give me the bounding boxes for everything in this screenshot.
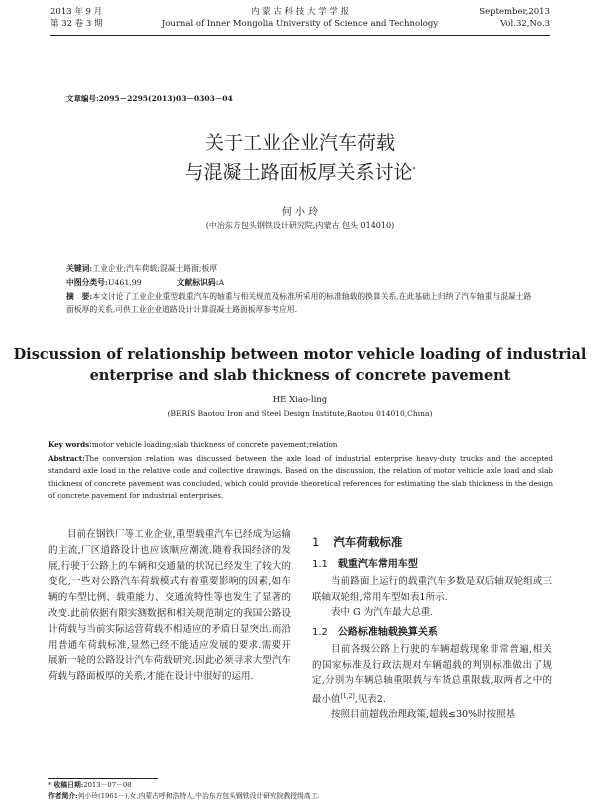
section-1-2-text-a: 目前各级公路上行驶的车辆超载现象非常普遍,相关的国家标准及行政法规对车辆超载的判别标准做出了规定,分别为车辆总轴重限载与车货总重限载,取两者之中的最小值: [312, 644, 552, 705]
keywords-en-label: Key words:: [48, 440, 92, 449]
title-en-line2: enterprise and slab thickness of concrete pavement: [89, 367, 511, 384]
header-volume-en: Vol.32,No.3: [500, 19, 550, 29]
section-1-2-heading: [312, 625, 552, 641]
section-1-2-number: 1.2: [312, 626, 328, 638]
body-right-column: [312, 535, 552, 723]
affiliation-zh: (中冶东方包头钢铁设计研究院,内蒙古 包头 014010): [205, 221, 395, 230]
article-number: 文章编号:2095－2295(2013)03－0303－04: [66, 94, 233, 103]
header-volume: 第 32 卷 3 期: [50, 19, 103, 29]
header-divider: [50, 35, 550, 36]
section-1-1-note: 表中 G 为汽车最大总重.: [331, 607, 434, 618]
keywords-en: [48, 439, 553, 451]
section-1-2-paragraph: [312, 642, 552, 707]
keywords-zh: [66, 262, 536, 275]
abstract-en-text: The conversion relation was discussed between the axle load of industrial enterprise heavy-duty trucks and the accepted standard axle load in the relative code and collective drawings. Based on the discussion, the relation of motor vehicle axle load and slab thickness of concrete pavement was concluded, which could provide theoretical references for estimating the slab thickness in the design of concrete pavement for industrial enterprises.: [48, 454, 553, 500]
affiliation-en: (BERIS Baotou Iron and Steel Design Institute,Baotou 014010,China): [167, 409, 433, 418]
title-footnote-mark: *: [412, 166, 416, 173]
bio-label: 作者简介:: [48, 792, 78, 800]
author-zh: 何 小 玲: [281, 207, 319, 218]
journal-name-en: Journal of Inner Mongolia University of Science and Technology: [161, 19, 439, 29]
abstract-zh-text: 本文讨论了工业企业重型载重汽车的轴重与相关规范及标准所采用的标准轴载的换算关系,在此基础上归纳了汽车轴重与混凝土路面板厚的关系,可供工业企业道路设计计算混凝土路面板厚参考应用.: [66, 292, 532, 314]
section-1-heading: [312, 535, 552, 551]
citation-ref: [1,2]: [340, 692, 355, 700]
journal-name-zh: 内 蒙 古 科 技 大 学 学 报: [250, 7, 350, 17]
section-1-2-paragraph-2: 按照目前超载治理政策,超载≤30%时按照基: [331, 709, 516, 721]
section-1-1-number: 1.1: [312, 558, 328, 570]
section-1-1-heading: [312, 557, 552, 573]
abstract-en-label: Abstract:: [48, 454, 85, 463]
body-left-column: [48, 527, 291, 685]
intro-paragraph: 目前在钢铁厂等工业企业,重型载重汽车已经成为运输的主流,厂区道路设计也应该顺应潮流.随着我国经济的发展,行驶于公路上的车辆和交通量的状况已经发生了较大的变化,一些对公路汽车荷载模式有着重要影响的因素,如车辆的车型比例、载重能力、交通流特性等也发生了显著的改变.此前依据有限实测数据和相关规范制定的我国公路设计荷载与当前实际运营荷载不相适应的矛盾日显突出.而沿用普通车荷载标准,显然已经不能适应发展的要求.需要开展新一轮的公路设计汽车荷载研究.因此必须寻求大型汽车荷载与路面板厚的关系,才能在设计中很好的运用.: [48, 529, 291, 683]
section-1-1-paragraph: 当前路面上运行的载重汽车多数是双后轴双轮组或三联轴双轮组,常用车型如表1所示.: [312, 576, 552, 603]
doc-code: A: [218, 278, 225, 287]
journal-date-issue-en: [479, 6, 550, 30]
section-1-title: 汽车荷载标准: [333, 535, 403, 549]
section-1-number: 1: [312, 535, 320, 549]
abstract-en: [48, 453, 553, 502]
header-date-en: September,2013: [479, 7, 550, 17]
abstract-zh-label: 摘 要:: [66, 292, 93, 301]
section-1-1-title: 载重汽车常用车型: [337, 558, 418, 570]
title-zh-line2-text: 与混凝土路面板厚关系讨论: [184, 161, 413, 184]
section-1-2-title: 公路标准轴载换算关系: [337, 626, 438, 638]
title-en-line1: Discussion of relationship between motor vehicle loading of industrial: [13, 346, 587, 363]
section-1-2-text-b: ,见表2.: [354, 693, 386, 705]
header-date: 2013 年 9 月: [50, 7, 103, 17]
keywords-zh-label: 关键词:: [66, 264, 93, 273]
title-zh-line2: [0, 156, 600, 186]
doc-code-label: 文献标识码:: [176, 278, 219, 287]
title-zh-line1: 关于工业企业汽车荷载: [204, 132, 395, 154]
footnote-mark: *: [48, 781, 52, 789]
footnote-bio: [48, 791, 558, 802]
abstract-zh: [66, 290, 536, 316]
footnote-received: [48, 780, 558, 791]
bio-text: 何小玲(1961－),女,内蒙古呼和浩特人,中冶东方包头钢铁设计研究院教授级高工.: [77, 792, 320, 800]
received-date: 2013－07－08: [83, 781, 132, 789]
classification-zh: [66, 276, 536, 289]
received-label: 收稿日期:: [53, 781, 84, 789]
clc-label: 中图分类号:: [66, 278, 108, 287]
clc-code: U461.99: [107, 278, 142, 287]
keywords-zh-text: 工业企业;汽车荷载;混凝土路面;板厚: [92, 264, 218, 273]
footnote-divider: [48, 778, 158, 779]
keywords-en-text: motor vehicle loading;slab thickness of concrete pavement;relation: [91, 440, 338, 449]
author-en: HE Xiao-ling: [272, 395, 328, 405]
